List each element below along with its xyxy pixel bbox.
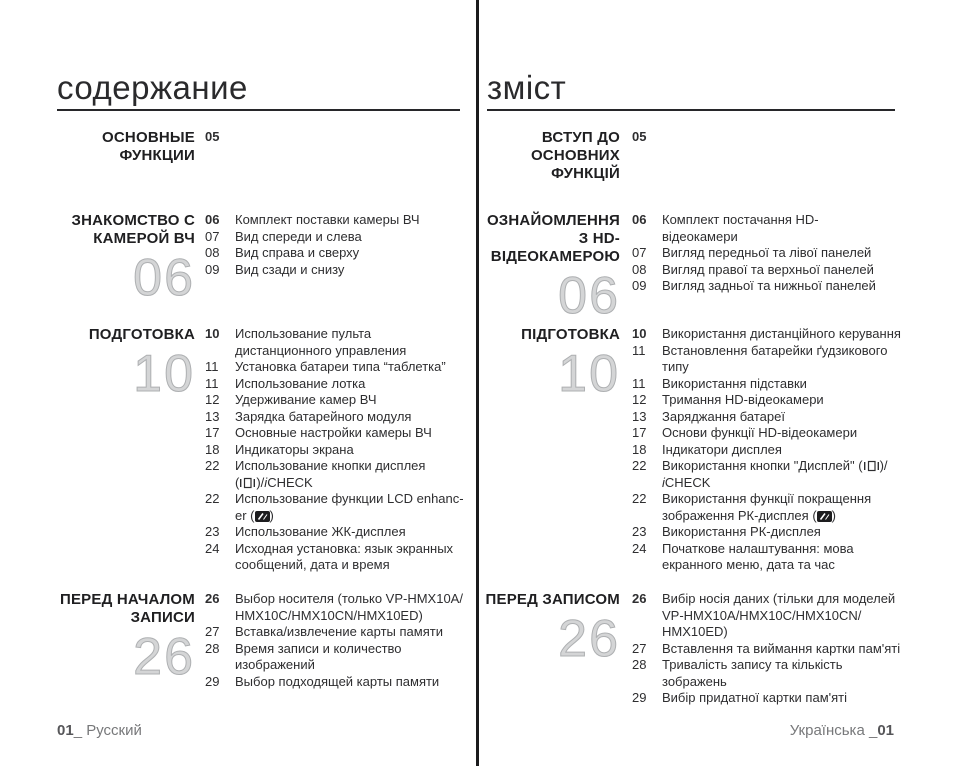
section-heading [479,129,620,183]
toc-item-page-number: 29 [632,690,647,705]
toc-item [205,541,460,574]
toc-item-page-number: 11 [205,359,219,374]
section-heading-line: ПЕРЕД ЗАПИСОМ [485,591,620,608]
toc-item-text [662,262,894,279]
toc-item-page-number: 23 [632,524,647,539]
toc-item [632,392,894,409]
toc-item-page-number: 27 [205,624,220,639]
section-heading [479,591,620,668]
toc-item-line: Вигляд правої та верхньої панелей [662,261,874,277]
toc-item [205,442,460,459]
toc-item [205,425,460,442]
section-items [205,326,464,574]
toc-item-line: HMX10C/HMX10CN/HMX10ED) [235,607,423,623]
toc-item [205,591,463,624]
toc-item-line: Індикатори дисплея [662,441,782,457]
toc-item-text [235,524,460,541]
toc-item [632,541,894,574]
toc-item-line: iCHECK [662,474,711,490]
toc-item [205,641,460,674]
section-heading-line: ВІДЕОКАМЕРОЮ [490,248,620,265]
section-heading [0,326,195,403]
toc-item-page-number: 23 [205,524,220,539]
page-title-russian [57,70,460,111]
page-title-ukrainian [487,70,895,111]
toc-item [632,458,894,491]
footer-page-number: 01 [877,722,894,739]
toc-item-line: Вигляд передньої та лівої панелей [662,245,872,260]
toc-item-text [235,425,460,442]
toc-item-line: зображення РК-дисплея ( ) [662,507,836,523]
toc-item [632,376,894,393]
section-heading-line: ЗАПИСИ [130,609,195,626]
section-heading-line: З HD- [578,230,620,247]
toc-item-page-number: 24 [205,540,220,556]
toc-item-line: Время записи и количество [235,640,402,656]
toc-item [205,674,460,691]
section-items [632,212,894,295]
toc-item-line: Використання дистанційного керування [662,326,901,341]
toc-item [205,458,460,491]
toc-item-page-number: 10 [205,326,220,341]
toc-item [632,425,894,442]
toc-item-page-number: 28 [632,657,647,672]
toc-item-text [235,212,460,229]
toc-item-text [662,245,894,262]
toc-item-text [235,392,460,409]
toc-item-line: Використання функції покращення [662,491,872,506]
toc-item-text [662,541,894,574]
toc-item-page-number: 27 [632,640,647,656]
toc-item-page-number: 12 [205,392,220,407]
toc-item-page-number: 22 [632,491,647,506]
toc-item-page-number: 22 [205,491,220,506]
toc-item [632,212,894,245]
section-heading [479,212,620,325]
toc-item-page-number: 07 [205,228,220,244]
toc-item-page-number: 29 [205,673,220,689]
title-text: зміст [487,69,567,106]
toc-item-line: дистанционного управления [235,342,407,358]
toc-item-page-number: 12 [632,392,647,407]
toc-item-line: изображений [235,657,315,672]
toc-item-line: Початкове налаштування: мова [662,540,854,556]
section-heading-line: ПІДГОТОВКА [521,326,620,343]
toc-item-line: Установка батареи типа “таблетка” [235,359,446,374]
footer-separator: _ [73,722,83,739]
toc-item-page-number: 11 [205,375,219,391]
section-ghost-number: 06 [558,267,620,325]
toc-item-line: зображень [662,673,727,689]
toc-item [632,640,901,658]
toc-item-line: Вид справа и сверху [235,245,360,260]
section-ghost-number: 10 [133,345,195,403]
toc-item-line: Исходная установка: язык экранных [235,540,454,556]
toc-item-line: Зарядка батарейного модуля [235,408,412,424]
toc-item-text [235,491,464,524]
section-heading-line: ВСТУП ДО [541,129,620,146]
toc-item-line: Використання кнопки "Дисплей" ( )/ [662,458,888,473]
section-ghost-number: 06 [133,249,195,307]
toc-item-line: Встановлення батарейки ґудзикового [662,342,888,358]
section-heading [0,129,195,165]
toc-item-text [662,491,894,524]
section-items [205,129,460,146]
toc-column-ukrainian [479,0,954,766]
toc-item-text [662,392,894,409]
toc-item-text [235,359,460,376]
icheck-italic-i: i [264,474,268,490]
toc-item-page-number: 22 [205,458,220,473]
toc-item [632,657,894,690]
toc-item-line: типу [662,359,689,374]
toc-item-page-number: 10 [632,326,647,341]
toc-item [205,491,464,524]
toc-item-text [662,278,894,295]
toc-item-page-number: 06 [205,212,220,227]
toc-item-page-number: 17 [205,425,220,440]
toc-item-line: Индикаторы экрана [235,441,354,457]
display-button-icon [863,460,880,472]
toc-item [205,409,460,426]
toc-item [205,524,460,541]
toc-item-page-number: 22 [632,458,647,473]
toc-item-line: ( )/iCHECK [235,474,313,490]
toc-item-page-number: 28 [205,640,220,656]
section-ghost-number: 10 [558,345,620,403]
toc-item-page-number: 13 [205,408,220,424]
toc-item-line: Вставлення та виймання картки пам'яті [662,640,901,656]
toc-item-page-number: 18 [632,441,647,457]
toc-item [632,491,894,524]
toc-item-line: Тривалість запису та кількість [662,657,843,672]
toc-item-text [235,262,460,279]
section-heading-line: ФУНКЦИИ [119,147,195,164]
toc-item-text [662,409,894,426]
toc-item-text [662,343,894,376]
toc-item-page-number: 05 [632,129,647,144]
toc-item-page-number: 08 [632,261,647,277]
toc-item-line: Використання РК-дисплея [662,524,821,539]
toc-item [205,212,460,229]
toc-column-russian [0,0,476,766]
toc-item-line: Тримання HD-відеокамери [662,392,824,407]
section-items [205,212,460,278]
footer-language: Русский [82,722,142,739]
section-heading-line: ПОДГОТОВКА [88,326,195,343]
toc-item-line: VP-HMX10A/HMX10C/HMX10CN/ [662,607,862,623]
toc-item [205,245,460,262]
toc-item [205,129,460,146]
footer-page-number: 01 [57,722,74,739]
lcd-enhancer-icon [817,511,832,522]
toc-item-line: Основные настройки камеры ВЧ [235,425,432,440]
toc-item [205,392,460,409]
toc-item-text [235,442,460,459]
toc-item-line: Вигляд задньої та нижньої панелей [662,278,876,293]
toc-item-line: Комплект поставки камеры ВЧ [235,212,420,227]
toc-item [632,690,894,707]
toc-item-text [235,624,460,641]
toc-item-line: Комплект постачання HD- [662,212,819,227]
toc-item-line: сообщений, дата и время [235,557,390,572]
toc-item-text [235,326,460,359]
toc-item-page-number: 26 [205,591,220,606]
toc-item-page-number: 11 [632,375,646,391]
toc-item-text [662,376,894,393]
toc-item-line: Использование ЖК-дисплея [235,524,406,539]
toc-item-line: екранного меню, дата та час [662,557,835,572]
section-heading-line: ОСНОВНЫЕ [102,129,195,146]
section-ghost-number: 26 [133,628,195,686]
section-items [205,591,463,690]
toc-item [632,409,894,426]
toc-item-line: Вид сзади и снизу [235,261,345,277]
toc-item-page-number: 26 [632,591,647,606]
toc-item-line: Удерживание камер ВЧ [235,392,377,407]
toc-item-text [235,674,460,691]
icheck-italic-i: i [662,474,665,490]
toc-item [205,262,460,279]
toc-item-text [235,229,460,246]
toc-item-line: Вибір носія даних (тільки для моделей [662,591,896,606]
toc-item-text [235,458,460,491]
toc-item-page-number: 17 [632,425,647,440]
toc-item-text [235,409,460,426]
display-button-icon [239,477,256,489]
toc-item [205,624,460,641]
toc-item-line: Использование лотка [235,375,366,391]
toc-item-text [662,326,901,343]
toc-item-text [235,376,460,393]
section-heading [479,326,620,403]
toc-item-text [662,458,894,491]
toc-item [632,129,894,146]
toc-item-line: Выбор подходящей карты памяти [235,673,440,689]
toc-item-page-number: 24 [632,540,647,556]
toc-item-text [235,641,460,674]
toc-item [205,229,460,246]
toc-item-line: Заряджання батареї [662,408,785,424]
section-heading-line: ФУНКЦІЙ [551,165,620,182]
lcd-enhancer-icon [255,511,270,522]
toc-item [632,343,894,376]
section-heading-line: КАМЕРОЙ ВЧ [93,230,195,247]
section-items [632,326,901,574]
toc-item-text [662,591,895,641]
toc-item [205,359,460,376]
section-heading [0,212,195,307]
toc-item-line: Использование пульта [235,326,372,341]
section-heading [0,591,195,686]
footer-language: Українська [789,722,869,739]
toc-item [632,262,894,279]
toc-item-line: Вибір придатної картки пам'яті [662,690,847,705]
toc-item [632,591,894,641]
toc-item-line: Використання підставки [662,375,807,391]
toc-item-page-number: 08 [205,245,220,260]
toc-item-page-number: 11 [632,342,646,358]
section-heading-line: ОСНОВНИХ [530,147,620,164]
footer-separator: _ [868,722,878,739]
toc-item [205,376,460,393]
footer-ukrainian [790,722,894,740]
toc-item-page-number: 06 [632,212,647,227]
toc-item-line: er ( ) [235,507,274,523]
toc-item [632,245,894,262]
toc-item-line: Вставка/извлечение карты памяти [235,624,443,639]
toc-item-page-number: 13 [632,408,647,424]
toc-item-line: Вид спереди и слева [235,228,362,244]
section-heading-line: ОЗНАЙОМЛЕННЯ [486,212,620,229]
toc-item-page-number: 18 [205,441,220,457]
toc-item-line: Основи функції HD-відеокамери [662,425,858,440]
toc-item-text [662,657,894,690]
footer-russian [57,722,142,740]
section-heading-line: ЗНАКОМСТВО С [71,212,195,229]
toc-item-text [662,641,900,658]
toc-item-line: Выбор носителя (только VP-HMX10A/ [235,591,463,606]
toc-item [205,326,460,359]
toc-item-text [235,591,463,624]
toc-item-text [235,245,460,262]
section-heading-line: ПЕРЕД НАЧАЛОМ [59,591,195,608]
toc-item-page-number: 09 [205,261,220,277]
toc-item-page-number: 05 [205,129,220,144]
toc-item-text [662,690,894,707]
section-items [632,129,894,146]
toc-item [632,442,894,459]
toc-item-line: HMX10ED) [662,624,728,639]
toc-item-text [662,442,894,459]
toc-item-page-number: 09 [632,278,647,293]
toc-item-line: відеокамери [662,228,738,244]
section-ghost-number: 26 [558,610,620,668]
title-text: содержание [57,69,248,106]
section-items [632,591,901,707]
toc-item-text [662,212,894,245]
toc-item [632,326,901,343]
toc-item [632,524,894,541]
toc-item-text [662,425,894,442]
toc-item-line: Использование кнопки дисплея [235,458,426,473]
toc-item-page-number: 07 [632,245,647,260]
toc-item-line: Использование функции LCD enhanc- [235,491,464,506]
toc-item [632,278,894,295]
toc-item-text [662,524,894,541]
toc-item-text [235,541,460,574]
